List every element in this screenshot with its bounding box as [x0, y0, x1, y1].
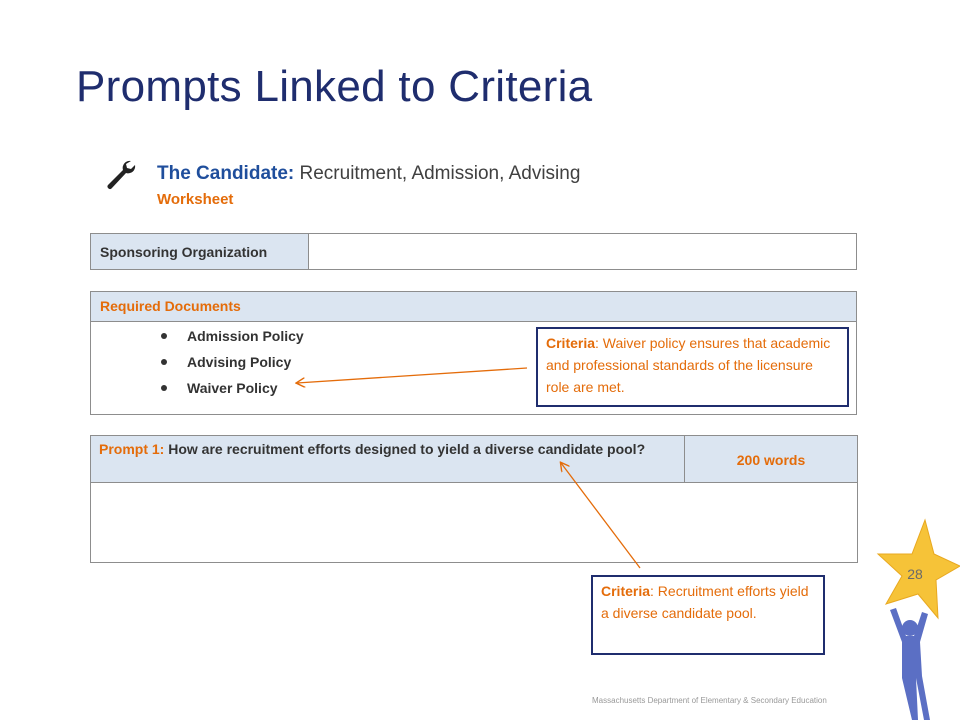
sponsor-label: Sponsoring Organization — [91, 234, 309, 269]
list-item: Advising Policy — [155, 350, 304, 376]
callout-text: : Waiver policy ensures that academic and professional standards of the licensure role are met. — [546, 335, 831, 395]
prompt-number: Prompt 1: — [99, 441, 165, 457]
worksheet-subtitle: Worksheet — [157, 191, 234, 208]
list-item: Admission Policy — [155, 324, 304, 350]
worksheet-title-rest: Recruitment, Admission, Advising — [294, 163, 581, 184]
prompt-table — [90, 435, 858, 563]
footer-text: Massachusetts Department of Elementary & Secondary Education — [592, 696, 827, 705]
callout-label: Criteria — [601, 583, 651, 599]
callout-recruitment-criteria — [591, 575, 825, 655]
wrench-icon — [104, 158, 138, 192]
prompt-question-text: How are recruitment efforts designed to yield a diverse candidate pool? — [164, 441, 646, 457]
list-item: Waiver Policy — [155, 376, 304, 402]
prompt-header-row — [91, 436, 857, 483]
worksheet-title-bold: The Candidate: — [157, 163, 295, 184]
callout-waiver-criteria — [536, 327, 849, 407]
word-limit: 200 words — [736, 452, 806, 468]
star-figure-logo — [872, 518, 960, 720]
callout-label: Criteria — [546, 335, 596, 351]
required-documents-list — [155, 324, 304, 402]
sponsor-table — [90, 233, 857, 270]
slide-title: Prompts Linked to Criteria — [76, 62, 593, 111]
sponsor-value-cell — [309, 234, 856, 269]
page-number: 28 — [907, 566, 923, 582]
required-documents-heading: Required Documents — [91, 292, 856, 322]
worksheet-title — [157, 163, 580, 185]
callout-text: : Recruitment efforts yield a diverse candidate pool. — [601, 583, 809, 621]
prompt-question — [91, 436, 685, 482]
